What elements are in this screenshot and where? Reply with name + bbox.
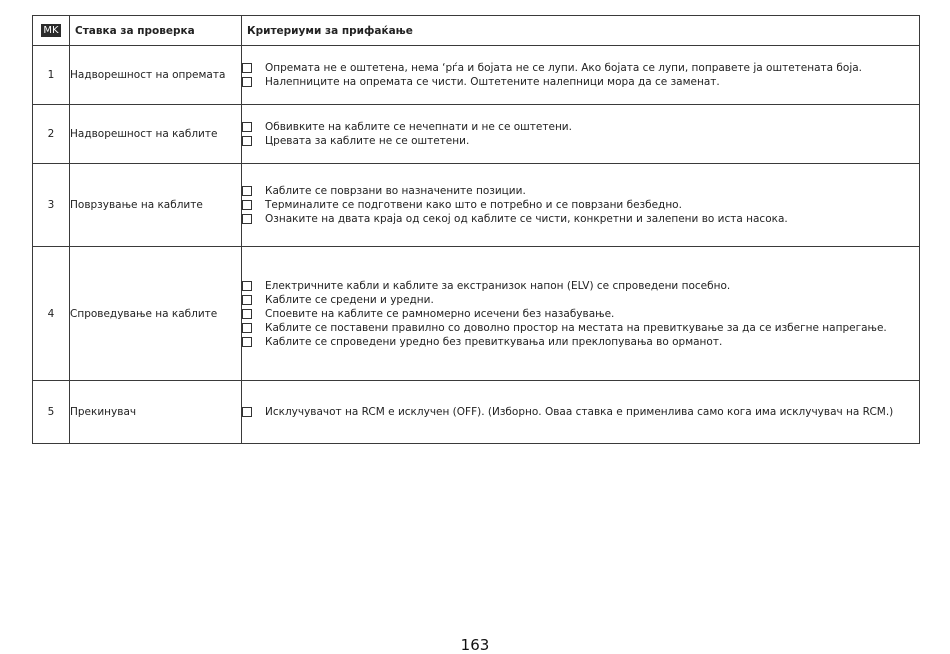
inspection-item: Поврзување на каблите	[70, 164, 242, 247]
criterion	[242, 405, 919, 419]
checkbox-icon[interactable]	[242, 323, 252, 333]
checkbox-icon[interactable]	[242, 295, 252, 305]
criterion-text: Каблите се поставени правилно со доволно простор на местата на превиткување за да се избегне напрегање.	[265, 321, 887, 334]
checkbox-icon[interactable]	[242, 136, 252, 146]
row-number: 1	[33, 46, 70, 105]
criteria-cell	[242, 164, 920, 247]
criterion	[242, 184, 919, 198]
criterion	[242, 335, 919, 349]
criterion-text: Каблите се поврзани во назначените позиции.	[265, 185, 526, 197]
inspection-item: Надворешност на каблите	[70, 105, 242, 164]
criterion-text: Налепниците на опремата се чисти. Оштетените налепници мора да се заменат.	[265, 76, 720, 88]
row-number: 3	[33, 164, 70, 247]
checkbox-icon[interactable]	[242, 200, 252, 210]
checkbox-icon[interactable]	[242, 309, 252, 319]
criterion	[242, 198, 919, 212]
table-header-row	[33, 16, 920, 46]
page-number: 163	[460, 636, 490, 654]
criterion	[242, 321, 919, 335]
criterion-text: Терминалите се подготвени како што е потребно и се поврзани безбедно.	[265, 199, 682, 211]
criteria-cell	[242, 105, 920, 164]
inspection-item: Прекинувач	[70, 381, 242, 444]
criterion-text: Електричните кабли и каблите за екстранизок напон (ELV) се спроведени посебно.	[265, 279, 731, 292]
criterion-text: Исклучувачот на RCM е исклучен (OFF). (Изборно. Оваа ставка е применлива само кога има исклучувач на RCM.)	[265, 406, 894, 418]
criterion-text: Ознаките на двата краја од секој од каблите се чисти, конкретни и залепени во иста насока.	[265, 213, 788, 225]
criteria-cell	[242, 46, 920, 105]
checkbox-icon[interactable]	[242, 337, 252, 347]
table-row	[33, 247, 920, 381]
checkbox-icon[interactable]	[242, 122, 252, 132]
criterion	[242, 61, 919, 75]
criterion	[242, 293, 919, 307]
criterion	[242, 307, 919, 321]
table-row	[33, 381, 920, 444]
language-badge: MK	[43, 25, 59, 36]
row-number: 4	[33, 247, 70, 381]
table-row	[33, 46, 920, 105]
checkbox-icon[interactable]	[242, 407, 252, 417]
checkbox-icon[interactable]	[242, 214, 252, 224]
criterion	[242, 134, 919, 148]
criterion-text: Цревата за каблите не се оштетени.	[265, 135, 470, 147]
criterion-text: Опремата не е оштетена, нема ‘рѓа и бојата не се лупи. Ако бојата се лупи, поправете ја оштетената боја.	[265, 62, 863, 74]
criterion-text: Каблите се спроведени уредно без превиткувања или преклопувања во орманот.	[265, 335, 723, 348]
row-number: 2	[33, 105, 70, 164]
criterion	[242, 120, 919, 134]
header-acceptance-criteria: Критериуми за прифаќање	[242, 16, 920, 46]
criterion	[242, 279, 919, 293]
criterion-text: Споевите на каблите се рамномерно исечени без назабување.	[265, 307, 615, 320]
inspection-item: Надворешност на опремата	[70, 46, 242, 105]
criterion	[242, 212, 919, 226]
checkbox-icon[interactable]	[242, 281, 252, 291]
criterion-text: Каблите се средени и уредни.	[265, 293, 434, 306]
header-inspection-item: Ставка за проверка	[70, 16, 242, 46]
table-row	[33, 105, 920, 164]
inspection-item: Спроведување на каблите	[70, 247, 242, 381]
criterion	[242, 75, 919, 89]
criteria-cell	[242, 381, 920, 444]
checkbox-icon[interactable]	[242, 77, 252, 87]
language-cell	[33, 16, 70, 46]
table-row	[33, 164, 920, 247]
checkbox-icon[interactable]	[242, 186, 252, 196]
row-number: 5	[33, 381, 70, 444]
criterion-text: Обвивките на каблите се нечепнати и не се оштетени.	[265, 121, 572, 133]
inspection-checklist-table	[32, 15, 920, 444]
checkbox-icon[interactable]	[242, 63, 252, 73]
criteria-cell	[242, 247, 920, 381]
